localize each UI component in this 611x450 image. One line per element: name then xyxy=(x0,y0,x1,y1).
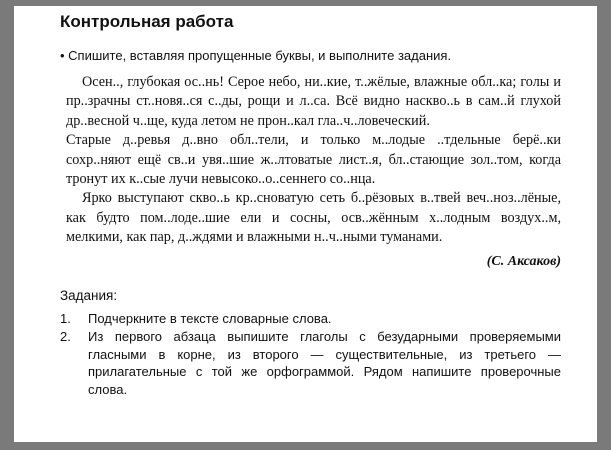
task-item xyxy=(60,310,561,328)
paragraph-3: Ярко выступают скво..ь кр..сноватую сеть б..рёзовых в..твей веч..ноз..лёные, как будто пом..лоде..шие ели и сосны, осв..жённым х..лодным воздух..м, мелкими, как пар, д..ждями и влажными н..ч..ными туманами. xyxy=(66,190,561,246)
author-credit: (С. Аксаков) xyxy=(486,253,561,269)
dictation-text xyxy=(66,73,561,248)
paragraph-2: Старые д..ревья д..вно обл..тели, и только м..лодые ..тдельные берё..ки сохр..няют ещё св..и увя..шие ж..лтоватые лист..я, бл..стающие зол..том, когда тронут их к..сые лучи невысоко..о..сеннего со..нца. xyxy=(66,132,561,188)
task-number: 2. xyxy=(60,329,71,345)
page-title: Контрольная работа xyxy=(60,12,234,31)
instruction: • Спишите, вставляя пропущенные буквы, и выполните задания. xyxy=(60,48,452,63)
task-text: Подчеркните в тексте словарные слова. xyxy=(88,310,332,326)
worksheet-page xyxy=(14,6,597,442)
task-number: 1. xyxy=(60,310,71,326)
tasks-heading: Задания: xyxy=(60,287,118,303)
paragraph-1: Осен.., глубокая ос..нь! Серое небо, ни..кие, т..жёлые, влажные обл..ка; голы и пр..зрачны ст..новя..ся с..ды, рощи и л..са. Всё видно насквo..ь в сам..й глухой др..весной ч..ще, куда летом не прон..кал гла..ч..ловеческий. xyxy=(66,74,561,129)
task-item xyxy=(60,328,561,398)
task-text: Из первого абзаца выпишите глаголы с безударными проверяемыми гласными в корне, из второго — существительные, из третьего — прилагательные с той же орфограммой. Рядом напишите проверочные слова. xyxy=(88,329,561,397)
